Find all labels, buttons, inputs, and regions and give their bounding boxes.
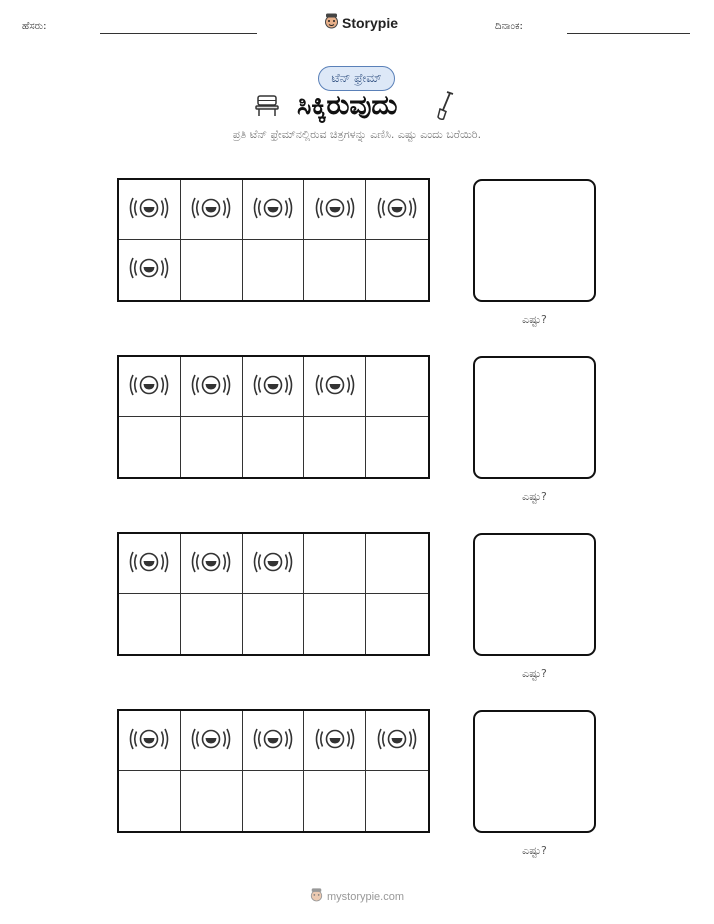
buzzer-icon [251,193,295,227]
frame-cell [181,534,243,594]
footer [0,887,714,906]
how-many-label: ಎಷ್ಟು? [522,844,547,857]
ten-frame [117,355,430,479]
buzzer-icon [127,370,171,404]
frame-cell [243,534,305,594]
buzzer-icon [127,253,171,287]
instructions-text: ಪ್ರತಿ ಟೆನ್ ಫ್ರೇಮ್‌ನಲ್ಲಿರುವ ಚಿತ್ರಗಳನ್ನು ಎಣಿಸಿ. ಎಷ್ಟು ಎಂದು ಬರೆಯಿರಿ. [232,128,482,141]
ten-frame [117,709,430,833]
frame-cell [119,594,181,654]
storypie-mascot-icon [324,12,339,33]
page-title: ಸಿಕ್ಕಿರುವುದು [297,90,398,121]
date-label: ದಿನಾಂಕ: [495,21,523,32]
footer-url: mystorypie.com [326,890,405,903]
frame-cell [243,771,305,831]
buzzer-icon [313,193,357,227]
frame-cell [243,711,305,771]
frame-cell [181,180,243,240]
frame-cell [366,771,428,831]
frame-cell [366,711,428,771]
frame-cell [181,711,243,771]
buzzer-icon [127,193,171,227]
buzzer-icon [251,547,295,581]
buzzer-icon [313,724,357,758]
frame-cell [366,180,428,240]
shovel-icon [436,90,456,126]
topic-badge: ಟೆನ್ ಫ್ರೇಮ್ [318,66,395,91]
frame-cell [119,240,181,300]
buzzer-icon [127,547,171,581]
name-label: ಹೆಸರು: [22,21,47,32]
bench-icon [254,94,280,122]
frame-cell [243,594,305,654]
frame-cell [119,534,181,594]
frame-cell [119,417,181,477]
frame-cell [243,417,305,477]
buzzer-icon [251,370,295,404]
frame-cell [304,357,366,417]
buzzer-icon [313,370,357,404]
frame-cell [304,240,366,300]
buzzer-icon [127,724,171,758]
frame-cell [366,534,428,594]
frame-cell [181,417,243,477]
frame-cell [181,771,243,831]
buzzer-icon [189,370,233,404]
answer-box[interactable] [473,710,596,833]
frame-cell [119,357,181,417]
brand-name: Storypie [342,14,399,31]
buzzer-icon [189,193,233,227]
how-many-label: ಎಷ್ಟು? [522,313,547,326]
frame-cell [243,240,305,300]
frame-cell [304,417,366,477]
answer-box[interactable] [473,179,596,302]
frame-cell [304,180,366,240]
how-many-label: ಎಷ್ಟು? [522,667,547,680]
date-field[interactable] [567,33,690,34]
frame-cell [243,357,305,417]
frame-cell [119,771,181,831]
frame-cell [181,357,243,417]
brand-logo [324,12,398,33]
frame-cell [304,711,366,771]
frame-cell [181,240,243,300]
buzzer-icon [375,724,419,758]
ten-frame [117,532,430,656]
ten-frame [117,178,430,302]
frame-cell [366,357,428,417]
buzzer-icon [189,547,233,581]
buzzer-icon [189,724,233,758]
frame-cell [366,594,428,654]
frame-cell [181,594,243,654]
storypie-mascot-icon [310,887,323,906]
frame-cell [243,180,305,240]
answer-box[interactable] [473,533,596,656]
frame-cell [119,711,181,771]
how-many-label: ಎಷ್ಟು? [522,490,547,503]
frame-cell [304,594,366,654]
answer-box[interactable] [473,356,596,479]
frame-cell [366,417,428,477]
name-field[interactable] [100,33,257,34]
frame-cell [304,771,366,831]
buzzer-icon [251,724,295,758]
frame-cell [366,240,428,300]
frame-cell [119,180,181,240]
buzzer-icon [375,193,419,227]
frame-cell [304,534,366,594]
